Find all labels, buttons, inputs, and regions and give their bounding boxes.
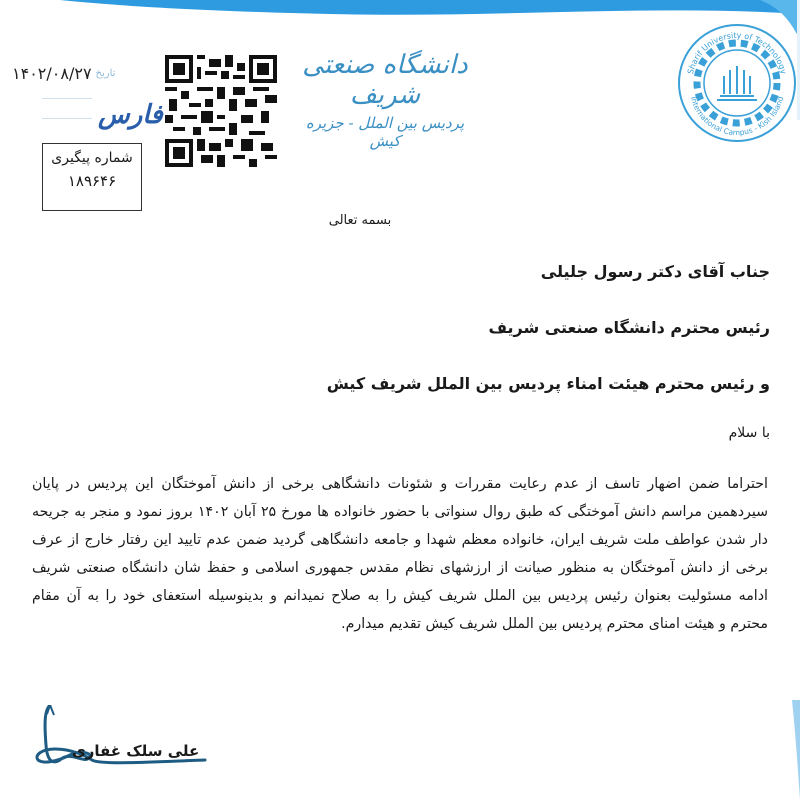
addressee-line-3: و رئیس محترم هیئت امناء پردیس بین الملل شریف کیش: [326, 374, 770, 393]
university-name: دانشگاه صنعتی شریف: [302, 50, 468, 110]
letter-body: احتراما ضمن اضهار تاسف از عدم رعایت مقررات و شئونات دانشگاهی برخی از دانش آموختگان این پردیس در پایان سیردهمین مراسم دانش آموختگی که طبق روال سنواتی با حضور خانواده ها مورخ ۲۵ آبان ۱۴۰۲ بروز نمود و منجر به جریحه دار شدن عواطف ملت شریف ایران، خانواده معظم شهدا و جامعه دانشگاهی گردید ضمن عدم تایید این رفتار خارج از عرف برخی از دانش آموختگان به منظور صیانت از ارزشهای نظام مقدس جمهوری اسلامی و حفظ شان دانشگاه صنعتی شریف ادامه مسئولیت بعنوان رئیس پردیس بین الملل شریف کیش را به صلاح نمیدانم و بدینوسیله استعفای خود را به آن مقام محترم و هیئت امنای محترم پردیس بین الملل شریف کیش تقدیم میدارم.: [32, 476, 769, 632]
tracking-number: ۱۸۹۶۴۶: [67, 172, 117, 190]
addressee-line-2: رئیس محترم دانشگاه صنعتی شریف: [488, 318, 770, 337]
date-label: تاریخ: [95, 68, 116, 79]
university-campus: پردیس بین الملل - جزیره کیش: [305, 114, 465, 150]
seal-top-text: Sharif University of Technology: [685, 30, 789, 76]
seal-bottom-text: International Campus - Kish Island: [688, 95, 786, 138]
tracking-number-box: [42, 143, 142, 211]
bismillah-heading: بسمه تعالی: [328, 213, 392, 228]
university-letterhead: [300, 50, 470, 150]
tracking-label: شماره پیگیری: [51, 150, 133, 166]
letter-date: [12, 64, 115, 83]
signer-name: علی سلک غفاری: [72, 742, 200, 760]
addressee-line-1: جناب آقای دکتر رسول جلیلی: [540, 262, 770, 281]
date-value: ۱۴۰۲/۰۸/۲۷: [12, 64, 92, 83]
divider: [42, 118, 92, 119]
greeting: با سلام: [728, 425, 770, 441]
university-seal-icon: [672, 18, 800, 148]
divider: [42, 98, 92, 99]
qr-code-icon[interactable]: [165, 55, 277, 167]
fars-logo-text: فارس: [98, 100, 163, 130]
